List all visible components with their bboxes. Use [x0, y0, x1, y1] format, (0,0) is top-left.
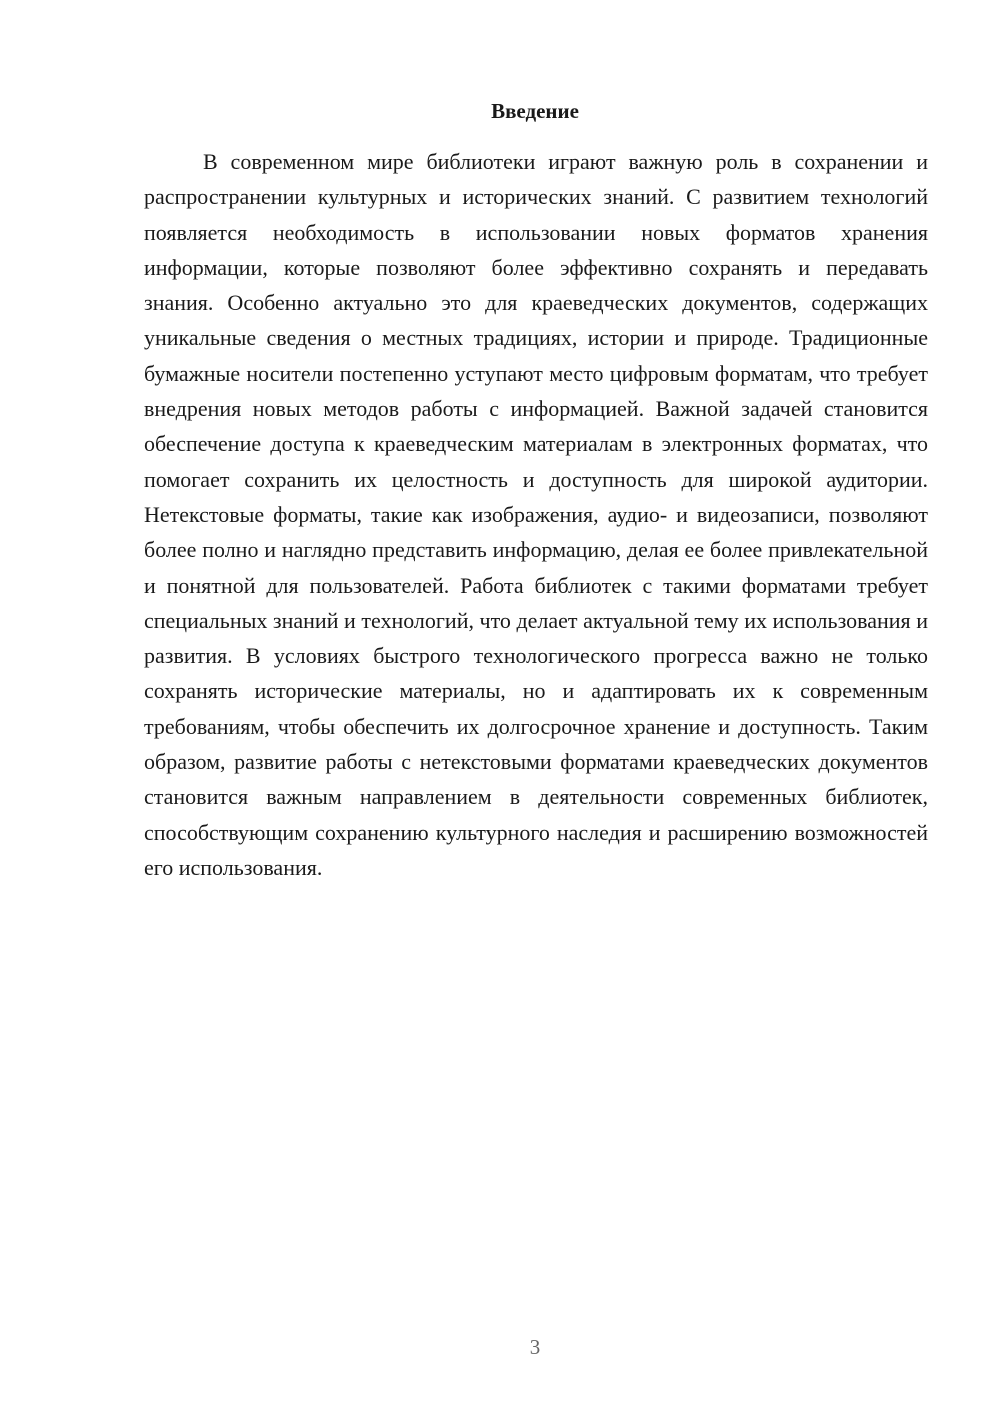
- page-number: 3: [529, 1335, 541, 1359]
- page-title: Введение: [491, 99, 579, 123]
- body-paragraph: В современном мире библиотеки играют важную роль в сохранении и распространении культурных и исторических знаний. С развитием технологий появляется необходимость в использовании новых форматов хранения информации, которые позволяют более эффективно сохранять и передавать знания. Особенно актуально это для краеведческих документов, содержащих уникальные сведения о местных традициях, истории и природе. Традиционные бумажные носители постепенно уступают место цифровым форматам, что требует внедрения новых методов работы с информацией. Важной задачей становится обеспечение доступа к краеведческим материалам в электронных форматах, что помогает сохранить их целостность и доступность для широкой аудитории. Нетекстовые форматы, такие как изображения, аудио- и видеозаписи, позволяют более полно и наглядно представить информацию, делая ее более привлекательной и понятной для пользователей. Работа библиотек с такими форматами требует специальных знаний и технологий, что делает актуальной тему их использования и развития. В условиях быстрого технологического прогресса важно не только сохранять исторические материалы, но и адаптировать их к современным требованиям, чтобы обеспечить их долгосрочное хранение и доступность. Таким образом, развитие работы с нетекстовыми форматами краеведческих документов становится важным направлением в деятельности современных библиотек, способствующим сохранению культурного наследия и расширению возможностей его использования.: [144, 149, 928, 880]
